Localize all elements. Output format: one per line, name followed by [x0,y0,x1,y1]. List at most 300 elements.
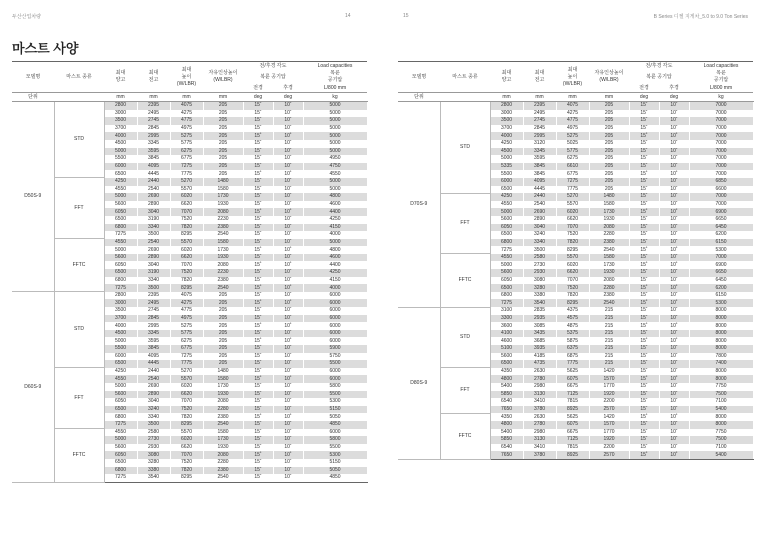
unit-empty [440,93,490,102]
value-cell: 6050 [104,208,137,216]
mast-spec-table-left [12,61,368,483]
value-cell: 10˚ [273,208,303,216]
value-cell: 10˚ [273,269,303,277]
value-cell: 4550 [490,201,523,209]
value-cell: 2890 [137,391,170,399]
value-cell: 10˚ [659,254,689,262]
value-cell: 205 [203,345,243,353]
value-cell: 5000 [303,117,367,125]
col-front-tilt [629,84,659,93]
value-cell: 6000 [490,178,523,186]
value-cell: 15˚ [629,436,659,444]
value-cell: 205 [589,155,629,163]
value-cell: 3120 [523,140,556,148]
value-cell: 7070 [556,224,589,232]
unit-label [398,93,440,102]
value-cell: 5850 [490,436,523,444]
value-cell: 2540 [137,239,170,247]
mast-type-cell: STD [440,102,490,194]
value-cell: 5400 [490,429,523,437]
col-load-dist-text: L/800 mm [323,84,347,91]
value-cell: 10˚ [659,375,689,383]
value-cell: 4350 [490,368,523,376]
col-tilt-group [243,62,303,71]
value-cell: 4550 [104,186,137,194]
value-cell: 15˚ [629,299,659,307]
col-rear-tilt-text: 후경 [283,84,293,91]
value-cell: 3000 [490,110,523,118]
value-cell: 3280 [137,459,170,467]
unit-cell [203,93,243,102]
value-cell: 5400 [689,406,753,414]
value-cell: 15˚ [629,201,659,209]
value-cell: 4350 [490,413,523,421]
value-cell: 15˚ [243,193,273,201]
value-cell: 3240 [137,406,170,414]
value-cell: 2230 [203,216,243,224]
col-free-lift [203,62,243,93]
value-cell: 15˚ [243,125,273,133]
value-cell: 3040 [523,224,556,232]
value-cell: 5800 [303,383,367,391]
value-cell: 7275 [104,421,137,429]
value-cell: 10˚ [659,353,689,361]
col-load-cap [303,62,367,71]
value-cell: 15˚ [629,330,659,338]
value-cell: 5500 [303,444,367,452]
unit-cell-text: deg [669,93,679,100]
value-cell: 2540 [523,201,556,209]
value-cell: 6000 [303,307,367,315]
value-cell: 15˚ [243,299,273,307]
value-cell: 205 [203,148,243,156]
value-cell: 3410 [523,398,556,406]
value-cell: 3190 [137,216,170,224]
value-cell: 4800 [490,421,523,429]
value-cell: 1480 [203,368,243,376]
value-cell: 3345 [137,330,170,338]
value-cell: 2200 [589,398,629,406]
value-cell: 15˚ [243,186,273,194]
value-cell: 7520 [170,406,203,414]
value-cell: 5570 [170,375,203,383]
value-cell: 5050 [303,413,367,421]
value-cell: 5600 [490,353,523,361]
value-cell: 4750 [303,163,367,171]
value-cell: 10˚ [273,170,303,178]
value-cell: 6275 [556,155,589,163]
value-cell: 205 [203,299,243,307]
value-cell: 205 [203,330,243,338]
value-cell: 15˚ [243,148,273,156]
value-cell: 10˚ [273,436,303,444]
value-cell: 6075 [556,421,589,429]
value-cell: 8925 [556,451,589,459]
value-cell: 2280 [203,459,243,467]
col-rear-tilt-text: 후경 [669,84,679,91]
value-cell: 10˚ [273,391,303,399]
value-cell: 6850 [689,178,753,186]
value-cell: 4800 [303,193,367,201]
value-cell: 15˚ [243,322,273,330]
value-cell: 7520 [170,269,203,277]
value-cell: 5000 [303,140,367,148]
col-model [398,62,440,93]
value-cell: 15˚ [629,391,659,399]
value-cell: 2995 [137,322,170,330]
unit-cell [689,93,753,102]
value-cell: 2745 [137,307,170,315]
unit-cell [243,93,273,102]
value-cell: 7000 [689,155,753,163]
value-cell: 2580 [523,254,556,262]
col-max-lowered-text: 최대 [534,70,545,76]
value-cell: 5025 [556,140,589,148]
value-cell: 5000 [104,246,137,254]
value-cell: 3540 [523,299,556,307]
unit-cell-text: mm [502,93,511,100]
col-rear-tilt [273,84,303,93]
value-cell: 10˚ [273,307,303,315]
value-cell: 5775 [170,330,203,338]
value-cell: 4445 [523,186,556,194]
value-cell: 3300 [490,315,523,323]
value-cell: 10˚ [273,322,303,330]
value-cell: 4600 [303,254,367,262]
unit-cell-text: mm [116,93,125,100]
value-cell: 7820 [556,239,589,247]
value-cell: 7820 [170,224,203,232]
value-cell: 4850 [303,474,367,482]
value-cell: 3380 [523,292,556,300]
value-cell: 205 [203,353,243,361]
value-cell: 6020 [170,383,203,391]
col-max-height-text: 높이 [567,73,578,80]
value-cell: 10˚ [659,261,689,269]
value-cell: 2395 [137,292,170,300]
value-cell: 15˚ [243,246,273,254]
value-cell: 5570 [170,186,203,194]
value-cell: 7520 [556,231,589,239]
value-cell: 4800 [490,375,523,383]
value-cell: 3780 [523,406,556,414]
value-cell: 6050 [104,451,137,459]
value-cell: 15˚ [243,140,273,148]
col-max-lowered [523,62,556,93]
col-free-lift-text: 자유인상높이 [208,70,238,76]
value-cell: 10˚ [659,102,689,110]
value-cell: 15˚ [629,292,659,300]
value-cell: 15˚ [243,345,273,353]
value-cell: 10˚ [273,330,303,338]
value-cell: 5400 [490,383,523,391]
value-cell: 5000 [104,193,137,201]
value-cell: 205 [589,117,629,125]
value-cell: 4875 [556,322,589,330]
value-cell: 2440 [523,193,556,201]
value-cell: 8295 [170,421,203,429]
col-tilt-group-text: 전/후경 각도 [645,62,673,69]
col-max-height-text: (W/LBR) [562,80,583,87]
value-cell: 6075 [556,375,589,383]
value-cell: 15˚ [629,125,659,133]
value-cell: 15˚ [243,102,273,110]
value-cell: 15˚ [629,444,659,452]
value-cell: 2845 [137,315,170,323]
value-cell: 10˚ [273,368,303,376]
value-cell: 4275 [556,110,589,118]
value-cell: 7775 [170,360,203,368]
value-cell: 205 [589,186,629,194]
col-max-height [170,62,203,93]
value-cell: 1570 [589,375,629,383]
value-cell: 10˚ [273,186,303,194]
value-cell: 205 [589,170,629,178]
col-max-lift-text: 최대 [501,70,512,76]
value-cell: 8000 [689,337,753,345]
mast-type-cell: STD [440,307,490,368]
col-front-tilt-text: 전경 [639,84,649,91]
value-cell: 2280 [203,406,243,414]
value-cell: 10˚ [659,337,689,345]
value-cell: 15˚ [243,474,273,482]
value-cell: 215 [589,337,629,345]
value-cell: 205 [203,315,243,323]
value-cell: 5570 [556,201,589,209]
value-cell: 6900 [689,261,753,269]
value-cell: 15˚ [243,132,273,140]
value-cell: 6800 [104,413,137,421]
value-cell: 2835 [523,307,556,315]
value-cell: 3700 [104,125,137,133]
value-cell: 4000 [303,231,367,239]
col-max-height-text: 최대 [181,66,192,73]
value-cell: 6620 [170,444,203,452]
col-rear-tilt [659,84,689,93]
value-cell: 6620 [556,216,589,224]
col-tilt-sub-text: 복륜 공기압 [646,73,672,80]
value-cell: 2395 [137,102,170,110]
value-cell: 10˚ [659,140,689,148]
value-cell: 2690 [523,208,556,216]
value-cell: 15˚ [629,148,659,156]
mast-type-cell: FFTC [440,413,490,459]
value-cell: 7750 [689,383,753,391]
value-cell: 3345 [137,140,170,148]
value-cell: 10˚ [273,421,303,429]
value-cell: 4075 [170,292,203,300]
col-front-tilt [243,84,273,93]
value-cell: 2230 [203,269,243,277]
value-cell: 8000 [689,345,753,353]
value-cell: 5300 [303,398,367,406]
value-cell: 6610 [556,163,589,171]
value-cell: 2730 [523,261,556,269]
value-cell: 3085 [523,322,556,330]
value-cell: 15˚ [243,254,273,262]
value-cell: 2080 [203,208,243,216]
value-cell: 10˚ [273,102,303,110]
value-cell: 3595 [523,155,556,163]
unit-cell-text: mm [535,93,544,100]
value-cell: 7000 [689,254,753,262]
value-cell: 205 [203,170,243,178]
table-row [398,413,753,421]
value-cell: 8295 [170,474,203,482]
value-cell: 5335 [490,163,523,171]
value-cell: 205 [203,360,243,368]
value-cell: 1730 [203,246,243,254]
value-cell: 2800 [104,292,137,300]
value-cell: 10˚ [273,467,303,475]
value-cell: 1420 [589,413,629,421]
value-cell: 10˚ [273,140,303,148]
value-cell: 5570 [556,254,589,262]
value-cell: 15˚ [629,368,659,376]
value-cell: 3000 [104,299,137,307]
value-cell: 1730 [203,193,243,201]
mast-type-cell: STD [54,292,104,368]
value-cell: 7070 [170,261,203,269]
value-cell: 4445 [137,360,170,368]
value-cell: 15˚ [629,322,659,330]
value-cell: 15˚ [243,436,273,444]
value-cell: 7000 [689,132,753,140]
value-cell: 15˚ [243,459,273,467]
mast-type-cell: FFT [440,368,490,414]
value-cell: 8295 [170,284,203,292]
value-cell: 10˚ [273,451,303,459]
value-cell: 205 [589,125,629,133]
unit-cell-text: mm [149,93,158,100]
value-cell: 7275 [490,299,523,307]
value-cell: 4550 [303,170,367,178]
unit-cell-text: deg [253,93,263,100]
value-cell: 10˚ [659,277,689,285]
value-cell: 5000 [104,148,137,156]
value-cell: 15˚ [629,451,659,459]
value-cell: 10˚ [659,110,689,118]
col-max-height-text: (W/LBR) [176,80,197,87]
value-cell: 10˚ [659,292,689,300]
value-cell: 3700 [490,125,523,133]
value-cell: 5000 [303,148,367,156]
value-cell: 10˚ [659,315,689,323]
value-cell: 4095 [137,353,170,361]
unit-cell [490,93,523,102]
value-cell: 3500 [137,421,170,429]
value-cell: 205 [203,307,243,315]
col-mast-type [440,62,490,93]
value-cell: 10˚ [659,193,689,201]
col-max-height-text: 높이 [181,73,192,80]
value-cell: 15˚ [629,163,659,171]
value-cell: 10˚ [273,110,303,118]
value-cell: 10˚ [659,383,689,391]
value-cell: 5600 [104,201,137,209]
value-cell: 2380 [203,467,243,475]
value-cell: 4550 [104,429,137,437]
value-cell: 7820 [556,292,589,300]
value-cell: 2800 [104,102,137,110]
value-cell: 5600 [104,444,137,452]
value-cell: 10˚ [659,201,689,209]
value-cell: 10˚ [273,277,303,285]
col-model-text: 모델명 [411,73,427,80]
value-cell: 5270 [556,193,589,201]
value-cell: 6050 [490,277,523,285]
page-title: 마스트 사양 [12,41,79,56]
value-cell: 15˚ [243,375,273,383]
value-cell: 15˚ [243,110,273,118]
value-cell: 5270 [170,368,203,376]
value-cell: 10˚ [659,155,689,163]
value-cell: 15˚ [243,398,273,406]
value-cell: 3935 [523,345,556,353]
value-cell: 7275 [170,353,203,361]
value-cell: 2380 [203,413,243,421]
value-cell: 15˚ [243,261,273,269]
value-cell: 6500 [490,231,523,239]
value-cell: 2540 [203,474,243,482]
value-cell: 6620 [170,201,203,209]
value-cell: 7100 [689,444,753,452]
value-cell: 6620 [170,391,203,399]
value-cell: 6050 [490,224,523,232]
value-cell: 3595 [137,148,170,156]
value-cell: 10˚ [659,421,689,429]
value-cell: 1580 [203,429,243,437]
value-cell: 1770 [589,429,629,437]
value-cell: 4250 [490,140,523,148]
value-cell: 6500 [490,284,523,292]
value-cell: 1480 [589,193,629,201]
value-cell: 5775 [556,148,589,156]
unit-cell-text: mm [182,93,191,100]
value-cell: 6150 [689,239,753,247]
value-cell: 10˚ [273,239,303,247]
value-cell: 4735 [523,360,556,368]
value-cell: 2630 [523,413,556,421]
value-cell: 6875 [556,353,589,361]
value-cell: 215 [589,315,629,323]
value-cell: 15˚ [243,178,273,186]
value-cell: 205 [203,292,243,300]
value-cell: 15˚ [629,231,659,239]
value-cell: 10˚ [273,261,303,269]
value-cell: 6275 [170,148,203,156]
value-cell: 4250 [490,193,523,201]
value-cell: 15˚ [243,292,273,300]
value-cell: 3500 [490,117,523,125]
value-cell: 1730 [203,436,243,444]
value-cell: 7000 [689,193,753,201]
value-cell: 8295 [556,246,589,254]
value-cell: 15˚ [629,284,659,292]
value-cell: 10˚ [659,224,689,232]
value-cell: 6200 [689,284,753,292]
col-load-sub-text: 복륜 [330,70,340,76]
value-cell: 6375 [556,345,589,353]
value-cell: 3780 [523,451,556,459]
value-cell: 7000 [689,110,753,118]
unit-cell-text: mm [218,93,228,100]
value-cell: 15˚ [629,307,659,315]
value-cell: 3340 [523,239,556,247]
value-cell: 1580 [203,375,243,383]
value-cell: 6050 [104,398,137,406]
value-cell: 10˚ [659,330,689,338]
